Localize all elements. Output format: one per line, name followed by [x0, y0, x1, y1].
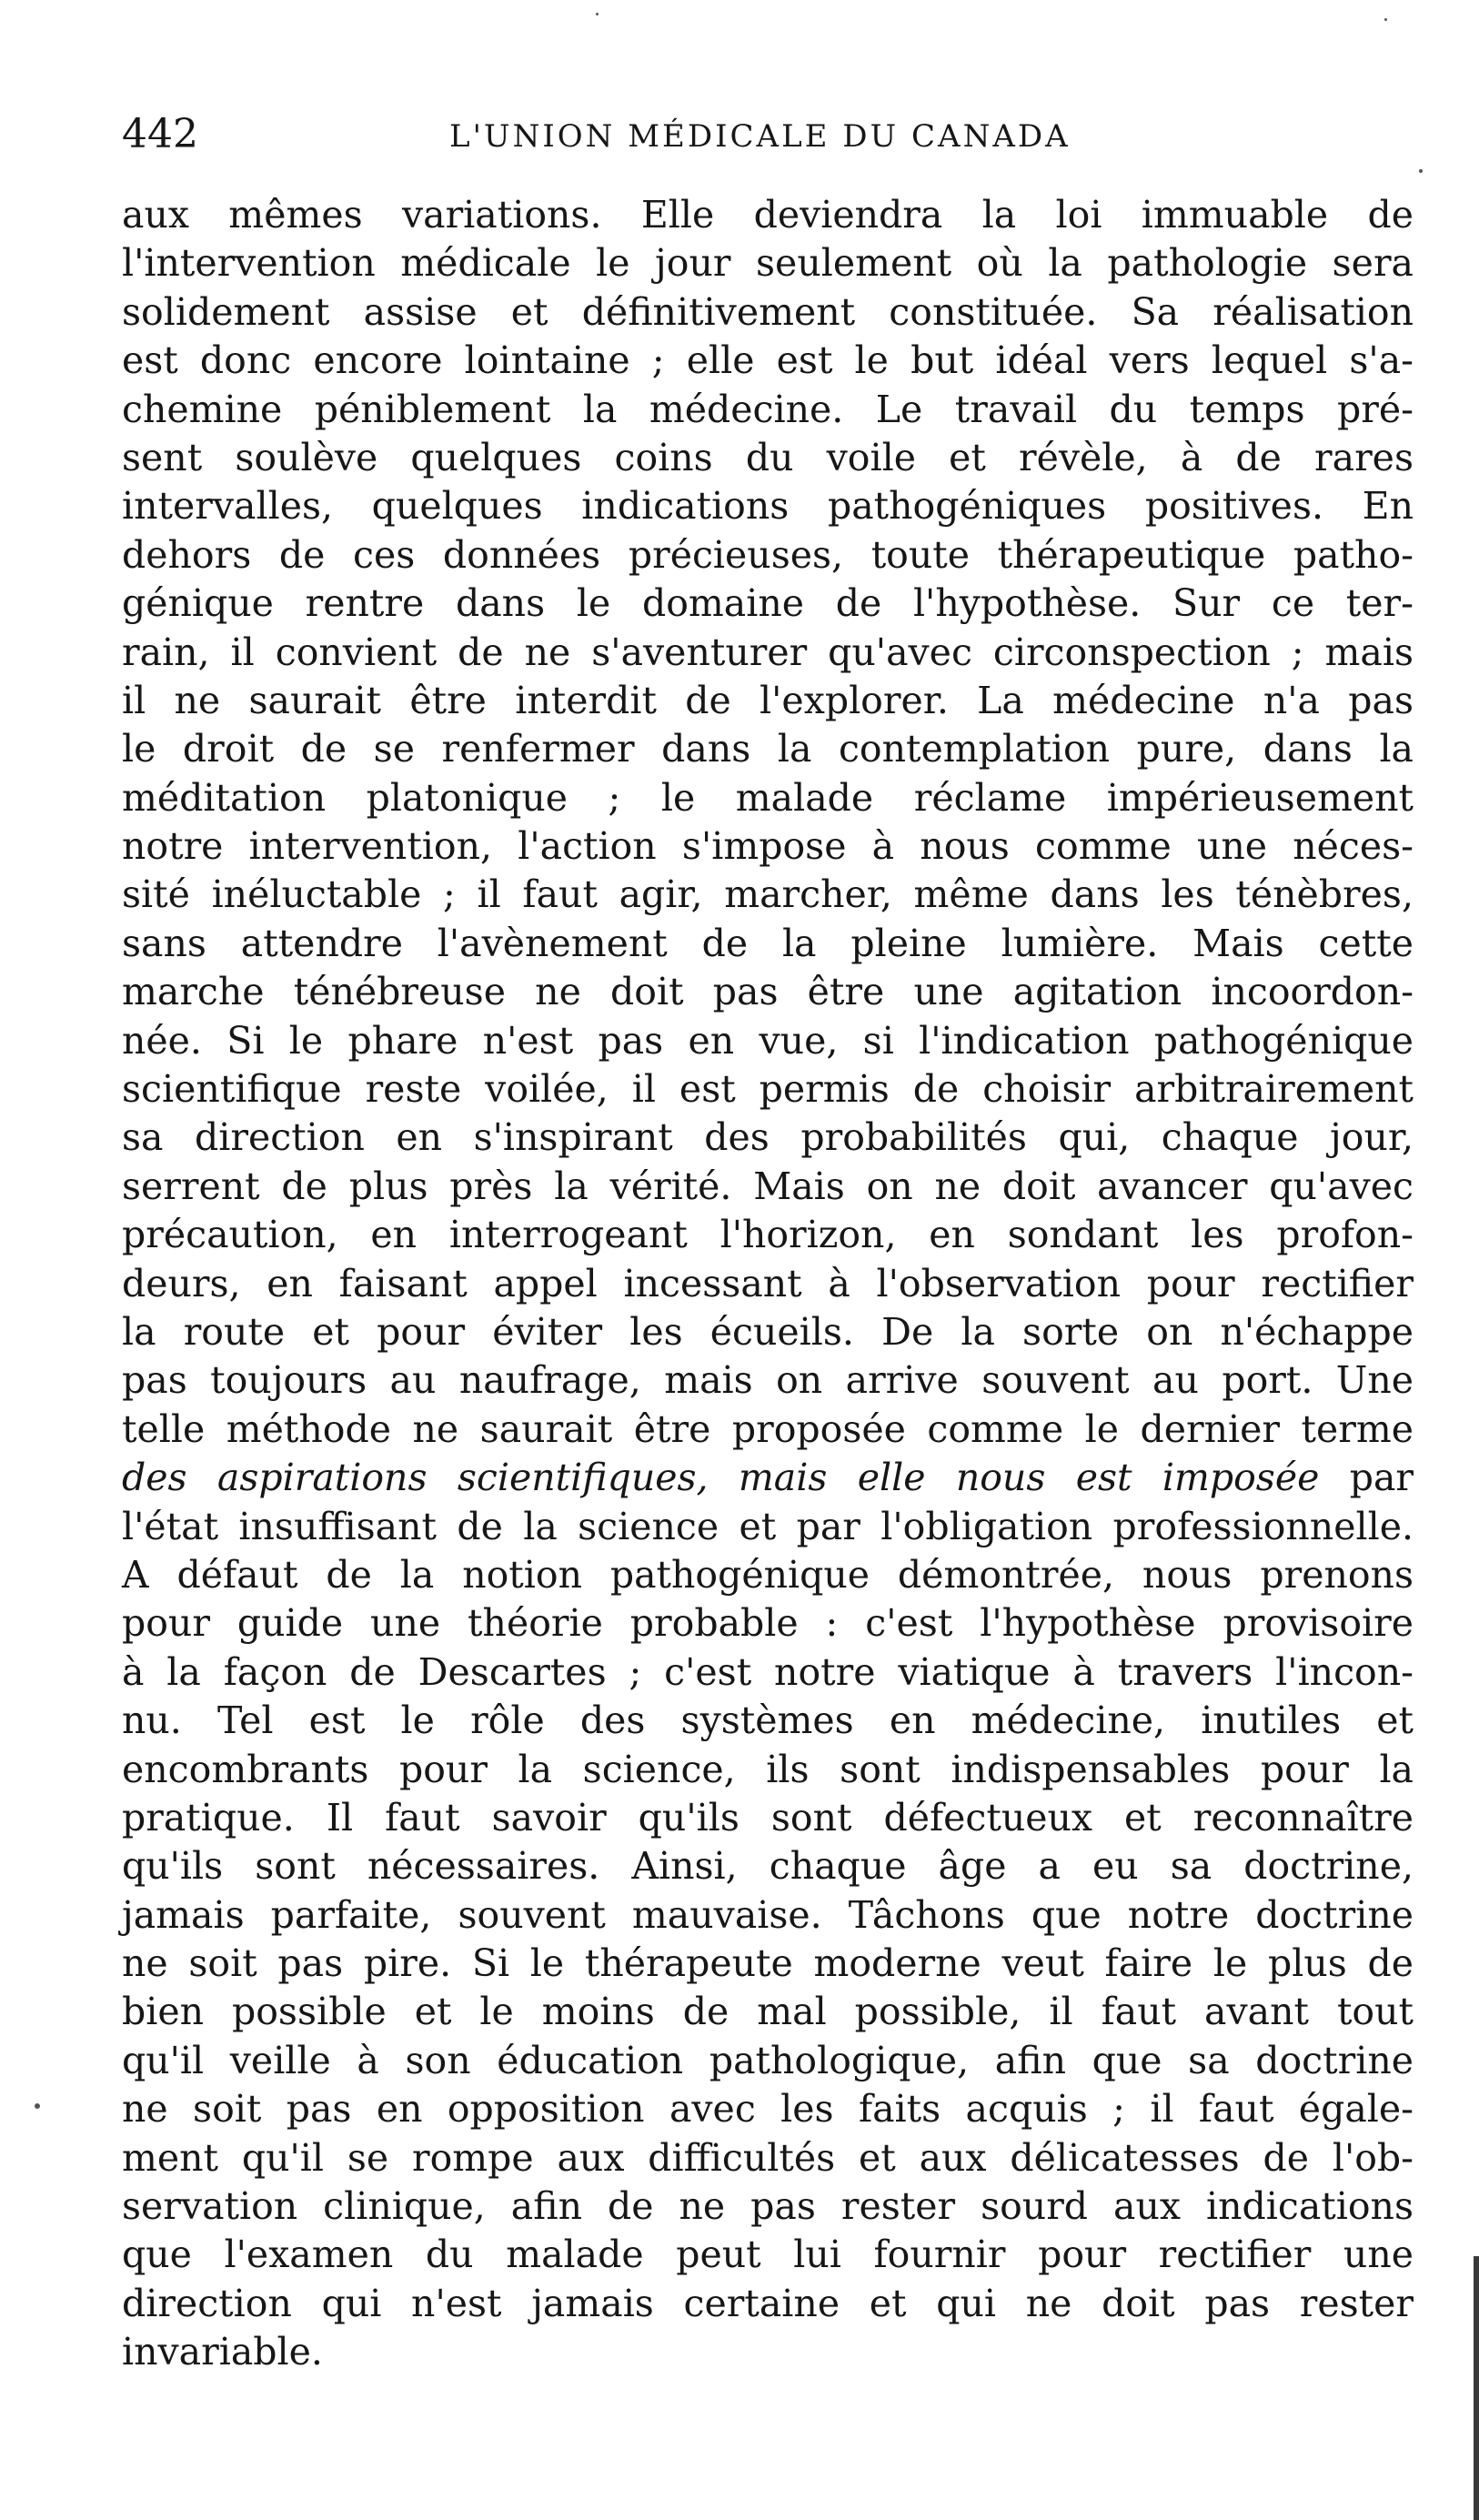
text-line: l'état insuffisant de la science et par l'obligation professionnelle.	[122, 1504, 1414, 1548]
text-line: A défaut de la notion pathogénique démontrée, nous prenons	[122, 1552, 1414, 1597]
text-line: dehors de ces données précieuses, toute thérapeutique patho-	[122, 532, 1414, 577]
text-line: précaution, en interrogeant l'horizon, en sondant les profon-	[122, 1213, 1414, 1257]
scan-speck	[35, 2103, 40, 2109]
italic-line-tail: par	[1319, 1456, 1414, 1500]
text-line: est donc encore lointaine ; elle est le but idéal vers lequel s'a-	[122, 338, 1414, 383]
paragraph-lines-top	[122, 191, 1414, 1454]
text-line: pas toujours au naufrage, mais on arrive souvent au port. Une	[122, 1358, 1414, 1403]
text-line: sent soulève quelques coins du voile et révèle, à de rares	[122, 435, 1414, 479]
text-line: direction qui n'est jamais certaine et qui ne doit pas rester	[122, 2281, 1414, 2325]
text-line: à la façon de Descartes ; c'est notre viatique à travers l'incon-	[122, 1649, 1414, 1694]
text-line-italic	[122, 1454, 1414, 1502]
text-line: encombrants pour la science, ils sont indispensables pour la	[122, 1747, 1414, 1791]
text-line: aux mêmes variations. Elle deviendra la loi immuable de	[122, 193, 1414, 237]
text-line: génique rentre dans le domaine de l'hypothèse. Sur ce ter-	[122, 581, 1414, 626]
paragraph-lines-bottom	[122, 1503, 1414, 2329]
text-line: telle méthode ne saurait être proposée comme le dernier terme	[122, 1406, 1414, 1451]
text-line: servation clinique, afin de ne pas rester sourd aux indications	[122, 2184, 1414, 2229]
text-line: le droit de se renfermer dans la contemplation pure, dans la	[122, 727, 1414, 771]
running-title: L'UNION MÉDICALE DU CANADA	[449, 118, 1071, 155]
body-text	[122, 191, 1414, 2377]
text-line: méditation platonique ; le malade réclame impérieusement	[122, 775, 1414, 820]
text-line: sité inéluctable ; il faut agir, marcher, même dans les ténèbres,	[122, 872, 1414, 917]
text-line: il ne saurait être interdit de l'explorer. La médecine n'a pas	[122, 678, 1414, 722]
text-line: chemine péniblement la médecine. Le travail du temps pré-	[122, 387, 1414, 431]
text-line: que l'examen du malade peut lui fournir pour rectifier une	[122, 2233, 1414, 2277]
text-line: ment qu'il se rompe aux difficultés et aux délicatesses de l'ob-	[122, 2135, 1414, 2180]
text-line: ne soit pas pire. Si le thérapeute moderne veut faire le plus de	[122, 1941, 1414, 1986]
text-line: notre intervention, l'action s'impose à nous comme une néces-	[122, 824, 1414, 869]
text-line: marche ténébreuse ne doit pas être une agitation incoordon-	[122, 970, 1414, 1014]
text-line-final: invariable.	[122, 2330, 323, 2374]
scan-speck	[1419, 169, 1423, 173]
scan-edge-mark	[1474, 2256, 1479, 2520]
text-line: pour guide une théorie probable : c'est l'hypothèse provisoire	[122, 1601, 1414, 1646]
text-line: nu. Tel est le rôle des systèmes en médecine, inutiles et	[122, 1698, 1414, 1743]
scan-speck	[596, 13, 599, 15]
scan-speck	[1384, 18, 1387, 21]
text-line: sans attendre l'avènement de la pleine lumière. Mais cette	[122, 921, 1414, 965]
italic-text: des aspirations scientifiques, mais elle nous est imposée	[122, 1456, 1320, 1500]
text-line: sa direction en s'inspirant des probabilités qui, chaque jour,	[122, 1115, 1414, 1160]
text-line: solidement assise et définitivement constituée. Sa réalisation	[122, 289, 1414, 334]
text-line: née. Si le phare n'est pas en vue, si l'indication pathogénique	[122, 1018, 1414, 1063]
text-line: serrent de plus près la vérité. Mais on ne doit avancer qu'avec	[122, 1164, 1414, 1208]
text-line: ne soit pas en opposition avec les faits acquis ; il faut égale-	[122, 2087, 1414, 2132]
page-number: 442	[122, 111, 198, 157]
text-line: jamais parfaite, souvent mauvaise. Tâchons que notre doctrine	[122, 1892, 1414, 1937]
page-header	[122, 107, 1414, 162]
text-line: rain, il convient de ne s'aventurer qu'avec circonspection ; mais	[122, 630, 1414, 674]
text-line: qu'ils sont nécessaires. Ainsi, chaque âge a eu sa doctrine,	[122, 1844, 1414, 1889]
text-line: deurs, en faisant appel incessant à l'observation pour rectifier	[122, 1261, 1414, 1305]
text-line: la route et pour éviter les écueils. De la sorte on n'échappe	[122, 1309, 1414, 1354]
text-line: l'intervention médicale le jour seulement où la pathologie sera	[122, 241, 1414, 286]
text-line: qu'il veille à son éducation pathologique, afin que sa doctrine	[122, 2038, 1414, 2082]
text-line: scientifique reste voilée, il est permis de choisir arbitrairement	[122, 1067, 1414, 1112]
text-line: intervalles, quelques indications pathogéniques positives. En	[122, 484, 1414, 529]
text-line: pratique. Il faut savoir qu'ils sont défectueux et reconnaître	[122, 1795, 1414, 1840]
text-line: bien possible et le moins de mal possible, il faut avant tout	[122, 1990, 1414, 2034]
